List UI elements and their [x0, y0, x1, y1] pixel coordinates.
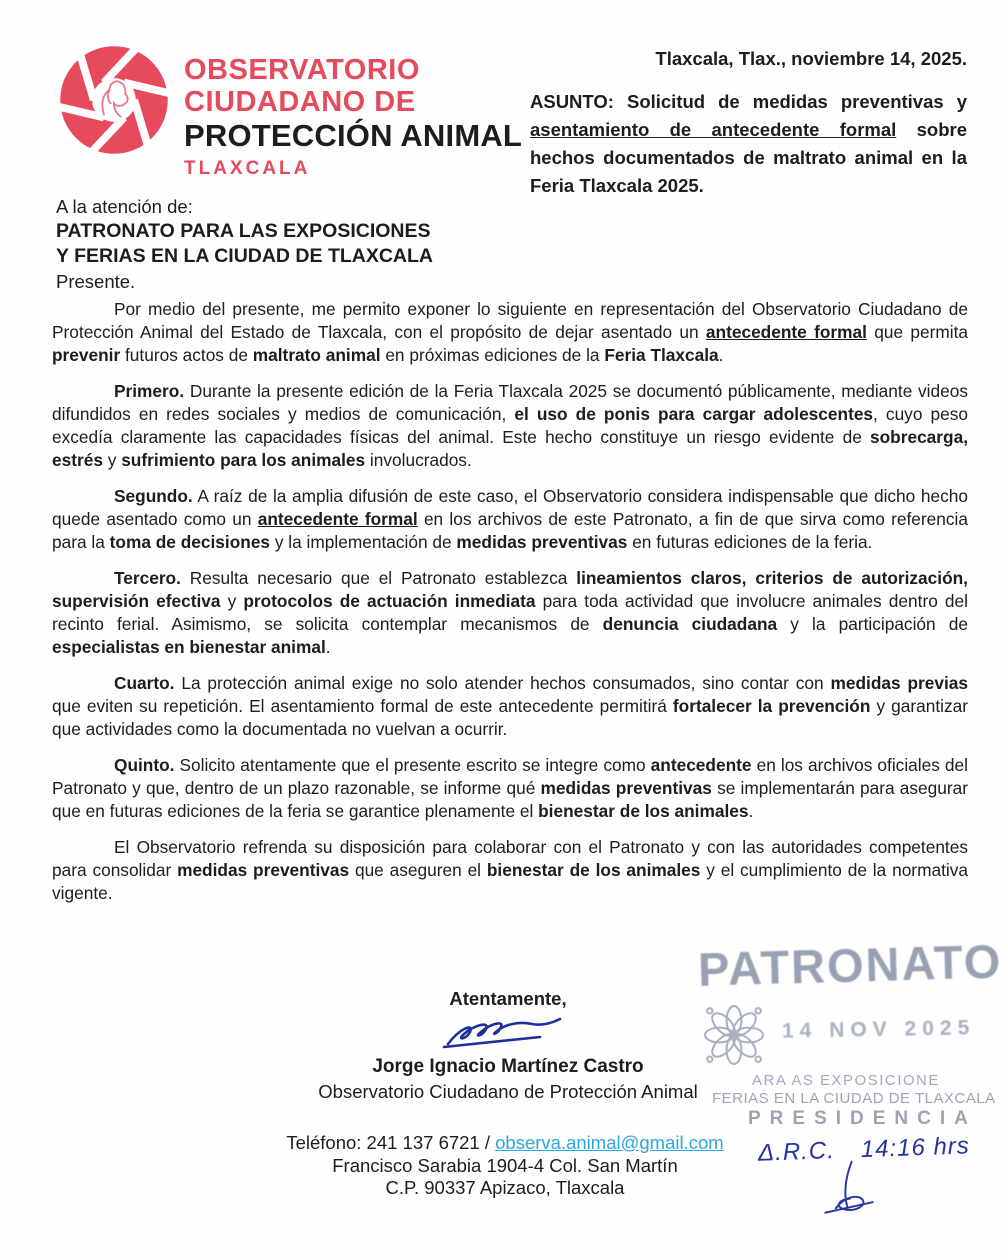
stamp-office-line2: FERIAS EN LA CIUDAD DE TLAXCALA — [712, 1090, 996, 1107]
paragraph-intro: Por medio del presente, me permito exponer lo siguiente en representación del Observatorio Ciudadano de Protección Animal del Estado de Tlaxcala, con el propósito de dejar asentado un antecedente formal que permita prevenir futuros actos de maltrato animal en próximas ediciones de la Feria Tlaxcala. — [52, 299, 968, 365]
org-name-line1: OBSERVATORIO — [184, 54, 420, 86]
attention-line: A la atención de: — [56, 196, 193, 217]
subject-block: ASUNTO: Solicitud de medidas preventivas y asentamiento de antecedente formal sobre hechos documentados de maltrato animal en la Feria Tlaxcala 2025. — [530, 91, 967, 196]
stamp-presidencia: PRESIDENCIA — [748, 1108, 977, 1129]
received-flourish-signature — [818, 1160, 880, 1218]
recipient-name-line2: Y FERIAS EN LA CIUDAD DE TLAXCALA — [56, 245, 434, 267]
signer-organization: Observatorio Ciudadano de Protección Animal — [318, 1081, 698, 1102]
paragraph-cuarto: Cuarto. La protección animal exige no solo atender hechos consumados, sino contar con medidas previas que eviten su repetición. El asentamiento formal de este antecedente permitirá fortalecer la prevención y garantizar que actividades como la documentada no vuelvan a ocurrir. — [52, 673, 968, 739]
handwritten-signature — [438, 1012, 578, 1054]
address-line2: C.P. 90337 Apizaco, Tlaxcala — [385, 1177, 625, 1198]
address-line1: Francisco Sarabia 1904-4 Col. San Martín — [332, 1154, 678, 1176]
paragraph-segundo: Segundo. A raíz de la amplia difusión de este caso, el Observatorio considera indispensable que dicho hecho quede asentado como un antecedente formal en los archivos de este Patronato, a fin de que sirva como referencia para la toma de decisiones y la implementación de medidas preventivas en futuras ediciones de la feria. — [52, 486, 968, 552]
footer-contact — [255, 1132, 755, 1200]
email-link[interactable]: observa.animal@gmail.com — [495, 1132, 724, 1153]
phone-line — [255, 1132, 755, 1155]
signer-name: Jorge Ignacio Martínez Castro — [372, 1056, 644, 1077]
paragraph-primero: Primero. Durante la presente edición de la Feria Tlaxcala 2025 se documentó públicamente, mediante videos difundidos en redes sociales y medios de comunicación, el uso de ponis para cargar adolescentes, cuyo peso excedía claramente las capacidades físicas del animal. Este hecho constituye un riesgo evidente de sobrecarga, estrés y sufrimiento para los animales involucrados. — [52, 381, 968, 470]
stamp-patronato-text: PATRONATO — [697, 934, 1004, 996]
aperture-dog-logo-icon — [58, 44, 170, 156]
received-initials: Δ.R.C. — [757, 1137, 836, 1167]
org-name-line3: PROTECCIÓN ANIMAL — [184, 118, 523, 153]
closing-block — [258, 988, 758, 1103]
stamp-office-line1: ARA AS EXPOSICIONE — [752, 1072, 940, 1089]
org-name-line2: CIUDADANO DE — [184, 86, 416, 118]
recipient-name-line1: PATRONATO PARA LAS EXPOSICIONES — [56, 220, 431, 242]
letter-body — [52, 298, 968, 918]
paragraph-tercero: Tercero. Resulta necesario que el Patronato establezca lineamientos claros, criterios de autorización, supervisión efectiva y protocolos de actuación inmediata para toda actividad que involucre animales dentro del recinto ferial. Asimismo, se solicita contemplar mecanismos de denuncia ciudadana y la participación de especialistas en bienestar animal. — [52, 568, 968, 657]
date-line: Tlaxcala, Tlax., noviembre 14, 2025. — [655, 48, 967, 69]
salutation: Atentamente, — [449, 988, 567, 1009]
org-name-line4: TLAXCALA — [184, 158, 311, 179]
received-time: 14:16 hrs — [860, 1132, 971, 1164]
paragraph-cierre: El Observatorio refrenda su disposición para colaborar con el Patronato y con las autoridades competentes para consolidar medidas preventivas que aseguren el bienestar de los animales y el cumplimiento de la normativa vigente. — [52, 837, 968, 903]
letterhead — [58, 44, 522, 178]
org-name-block — [184, 44, 522, 178]
paragraph-quinto: Quinto. Solicito atentamente que el presente escrito se integre como antecedente en los archivos oficiales del Patronato y que, dentro de un plazo razonable, se informe qué medidas preventivas se implementarán para asegurar que en futuras ediciones de la feria se garantice plenamente el bienestar de los animales. — [52, 755, 968, 821]
stamp-date: 14 NOV 2025 — [781, 1016, 976, 1043]
present-line: Presente. — [56, 271, 136, 292]
phone-label: Teléfono: 241 137 6721 / — [286, 1132, 496, 1153]
recipient-block — [56, 194, 433, 294]
